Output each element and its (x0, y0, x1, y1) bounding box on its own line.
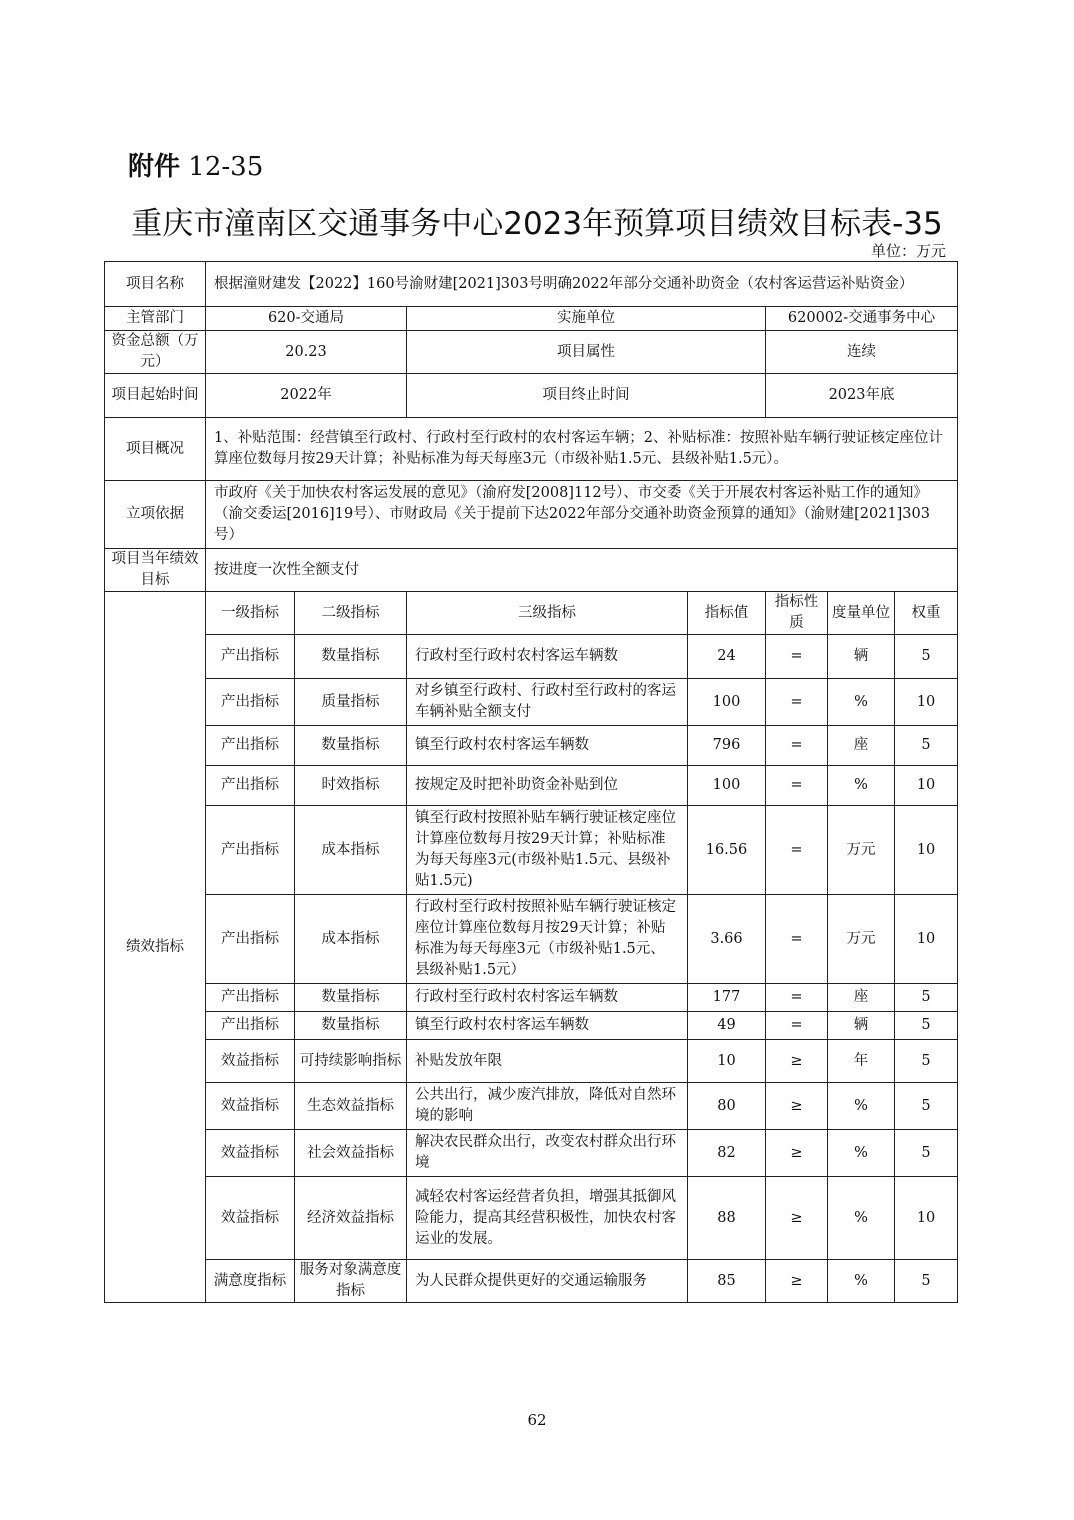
indicator-cell: 49 (688, 1012, 766, 1040)
indicator-cell: 成本指标 (295, 806, 407, 895)
indicator-cell: 5 (895, 1040, 958, 1083)
indicator-header-cell: 指标值 (688, 592, 766, 635)
end-value: 2023年底 (766, 374, 958, 418)
overview-value: 1、补贴范围：经营镇至行政村、行政村至行政村的农村客运车辆；2、补贴标准：按照补贴车辆行驶证核定座位计算座位数每月按29天计算；补贴标准为每天每座3元（市级补贴1.5元、县级补贴1.5元）。 (206, 418, 958, 481)
indicator-row (105, 1040, 958, 1083)
indicator-cell: ≥ (766, 1260, 828, 1303)
indicator-cell: 镇至行政村农村客运车辆数 (407, 1012, 688, 1040)
page-number: 62 (527, 1411, 547, 1429)
indicator-cell: = (766, 1012, 828, 1040)
indicator-cell: = (766, 766, 828, 806)
indicator-cell: 辆 (828, 1012, 895, 1040)
indicator-header-row (105, 592, 958, 635)
page-title: 重庆市潼南区交通事务中心2023年预算项目绩效目标表-35 (131, 206, 943, 242)
dept-value: 620-交通局 (206, 307, 407, 331)
indicator-cell: 解决农民群众出行，改变农村群众出行环境 (407, 1130, 688, 1177)
indicator-cell: 时效指标 (295, 766, 407, 806)
indicator-cell: 行政村至行政村农村客运车辆数 (407, 984, 688, 1012)
indicator-cell: 5 (895, 726, 958, 766)
row-goal (105, 549, 958, 592)
indicator-cell: 效益指标 (206, 1130, 295, 1177)
performance-table (104, 261, 958, 1303)
indicator-cell: ≥ (766, 1083, 828, 1130)
indicators-section-label: 绩效指标 (105, 592, 206, 1303)
indicator-cell: 效益指标 (206, 1177, 295, 1260)
indicator-cell: 产出指标 (206, 984, 295, 1012)
indicator-cell: ≥ (766, 1177, 828, 1260)
indicator-cell: 座 (828, 726, 895, 766)
indicator-cell: 质量指标 (295, 679, 407, 726)
indicator-cell: 补贴发放年限 (407, 1040, 688, 1083)
indicator-cell: 24 (688, 635, 766, 679)
indicator-row (105, 1260, 958, 1303)
indicator-cell: 成本指标 (295, 895, 407, 984)
indicator-cell: 85 (688, 1260, 766, 1303)
indicator-cell: 对乡镇至行政村、行政村至行政村的客运车辆补贴全额支付 (407, 679, 688, 726)
indicator-cell: 产出指标 (206, 806, 295, 895)
indicator-header-cell: 一级指标 (206, 592, 295, 635)
indicator-cell: 10 (895, 679, 958, 726)
indicator-cell: 镇至行政村农村客运车辆数 (407, 726, 688, 766)
indicator-cell: 经济效益指标 (295, 1177, 407, 1260)
indicator-cell: = (766, 679, 828, 726)
indicator-row (105, 1177, 958, 1260)
indicator-cell: 服务对象满意度指标 (295, 1260, 407, 1303)
indicator-cell: 100 (688, 766, 766, 806)
indicator-cell: 行政村至行政村按照补贴车辆行驶证核定座位计算座位数每月按29天计算；补贴标准为每天每座3元（市级补贴1.5元、县级补贴1.5元） (407, 895, 688, 984)
indicator-cell: 88 (688, 1177, 766, 1260)
indicator-cell: 10 (895, 766, 958, 806)
indicator-cell: 生态效益指标 (295, 1083, 407, 1130)
indicator-cell: 5 (895, 1012, 958, 1040)
indicator-row (105, 679, 958, 726)
indicator-cell: 万元 (828, 806, 895, 895)
indicator-header-cell: 三级指标 (407, 592, 688, 635)
indicator-cell: 16.56 (688, 806, 766, 895)
start-value: 2022年 (206, 374, 407, 418)
indicator-cell: = (766, 726, 828, 766)
indicator-cell: 产出指标 (206, 766, 295, 806)
indicator-cell: 效益指标 (206, 1040, 295, 1083)
fund-value: 20.23 (206, 331, 407, 374)
attr-label: 项目属性 (407, 331, 766, 374)
indicator-header-cell: 权重 (895, 592, 958, 635)
overview-label: 项目概况 (105, 418, 206, 481)
project-name-value: 根据潼财建发【2022】160号渝财建[2021]303号明确2022年部分交通补助资金（农村客运营运补贴资金） (206, 262, 958, 307)
attr-value: 连续 (766, 331, 958, 374)
indicator-cell: 796 (688, 726, 766, 766)
indicator-cell: 产出指标 (206, 679, 295, 726)
indicator-cell: 产出指标 (206, 726, 295, 766)
start-label: 项目起始时间 (105, 374, 206, 418)
indicator-cell: 82 (688, 1130, 766, 1177)
indicator-cell: 5 (895, 635, 958, 679)
indicator-cell: = (766, 635, 828, 679)
indicator-cell: 177 (688, 984, 766, 1012)
indicator-cell: 行政村至行政村农村客运车辆数 (407, 635, 688, 679)
row-fund (105, 331, 958, 374)
indicator-cell: = (766, 984, 828, 1012)
indicator-row (105, 806, 958, 895)
indicator-header-cell: 度量单位 (828, 592, 895, 635)
indicator-row (105, 895, 958, 984)
unit-label: 单位：万元 (870, 242, 946, 260)
indicator-cell: 减轻农村客运经营者负担，增强其抵御风险能力，提高其经营积极性，加快农村客运业的发展。 (407, 1177, 688, 1260)
attachment-number: 12-35 (188, 152, 264, 182)
goal-label: 项目当年绩效目标 (105, 549, 206, 592)
goal-value: 按进度一次性全额支付 (206, 549, 958, 592)
indicator-cell: % (828, 1130, 895, 1177)
basis-label: 立项依据 (105, 481, 206, 549)
indicator-header-cell: 指标性质 (766, 592, 828, 635)
indicator-cell: 数量指标 (295, 635, 407, 679)
indicator-cell: 万元 (828, 895, 895, 984)
indicator-header-cell: 二级指标 (295, 592, 407, 635)
indicator-row (105, 1130, 958, 1177)
indicator-cell: = (766, 806, 828, 895)
indicator-cell: 数量指标 (295, 1012, 407, 1040)
indicator-row (105, 766, 958, 806)
indicator-cell: ≥ (766, 1040, 828, 1083)
indicator-cell: % (828, 766, 895, 806)
impl-value: 620002-交通事务中心 (766, 307, 958, 331)
row-project-name (105, 262, 958, 307)
indicator-cell: 100 (688, 679, 766, 726)
row-overview (105, 418, 958, 481)
indicator-cell: 数量指标 (295, 984, 407, 1012)
indicator-cell: 产出指标 (206, 1012, 295, 1040)
indicator-cell: % (828, 1177, 895, 1260)
row-time (105, 374, 958, 418)
indicator-row (105, 726, 958, 766)
indicator-cell: 5 (895, 1130, 958, 1177)
indicator-cell: 座 (828, 984, 895, 1012)
indicator-row (105, 984, 958, 1012)
indicator-row (105, 1083, 958, 1130)
indicator-cell: 数量指标 (295, 726, 407, 766)
indicator-cell: 按规定及时把补助资金补贴到位 (407, 766, 688, 806)
indicator-cell: 10 (895, 806, 958, 895)
indicator-cell: 5 (895, 1260, 958, 1303)
indicator-cell: 10 (895, 895, 958, 984)
indicator-cell: 10 (688, 1040, 766, 1083)
indicator-cell: 可持续影响指标 (295, 1040, 407, 1083)
indicator-cell: 产出指标 (206, 635, 295, 679)
indicator-cell: 3.66 (688, 895, 766, 984)
indicator-row (105, 635, 958, 679)
indicator-cell: 社会效益指标 (295, 1130, 407, 1177)
row-dept (105, 307, 958, 331)
impl-label: 实施单位 (407, 307, 766, 331)
attachment-word: 附件 (128, 152, 181, 182)
row-basis (105, 481, 958, 549)
indicator-cell: % (828, 679, 895, 726)
indicator-cell: 年 (828, 1040, 895, 1083)
project-name-label: 项目名称 (105, 262, 206, 307)
indicator-cell: % (828, 1083, 895, 1130)
indicator-cell: ≥ (766, 1130, 828, 1177)
indicator-cell: % (828, 1260, 895, 1303)
indicator-cell: 10 (895, 1177, 958, 1260)
indicator-row (105, 1012, 958, 1040)
indicator-cell: 5 (895, 984, 958, 1012)
indicator-cell: 效益指标 (206, 1083, 295, 1130)
end-label: 项目终止时间 (407, 374, 766, 418)
indicator-cell: 80 (688, 1083, 766, 1130)
indicator-cell: 辆 (828, 635, 895, 679)
indicator-cell: = (766, 895, 828, 984)
indicator-cell: 为人民群众提供更好的交通运输服务 (407, 1260, 688, 1303)
indicator-cell: 5 (895, 1083, 958, 1130)
basis-value: 市政府《关于加快农村客运发展的意见》（渝府发[2008]112号）、市交委《关于开展农村客运补贴工作的通知》（渝交委运[2016]19号）、市财政局《关于提前下达2022年部分交通补助资金预算的通知》（渝财建[2021]303号） (206, 481, 958, 549)
indicator-cell: 满意度指标 (206, 1260, 295, 1303)
indicator-cell: 产出指标 (206, 895, 295, 984)
fund-label: 资金总额（万元） (105, 331, 206, 374)
indicator-cell: 镇至行政村按照补贴车辆行驶证核定座位计算座位数每月按29天计算；补贴标准为每天每座3元(市级补贴1.5元、县级补贴1.5元) (407, 806, 688, 895)
attachment-label (128, 146, 263, 183)
dept-label: 主管部门 (105, 307, 206, 331)
indicator-cell: 公共出行，减少废汽排放，降低对自然环境的影响 (407, 1083, 688, 1130)
